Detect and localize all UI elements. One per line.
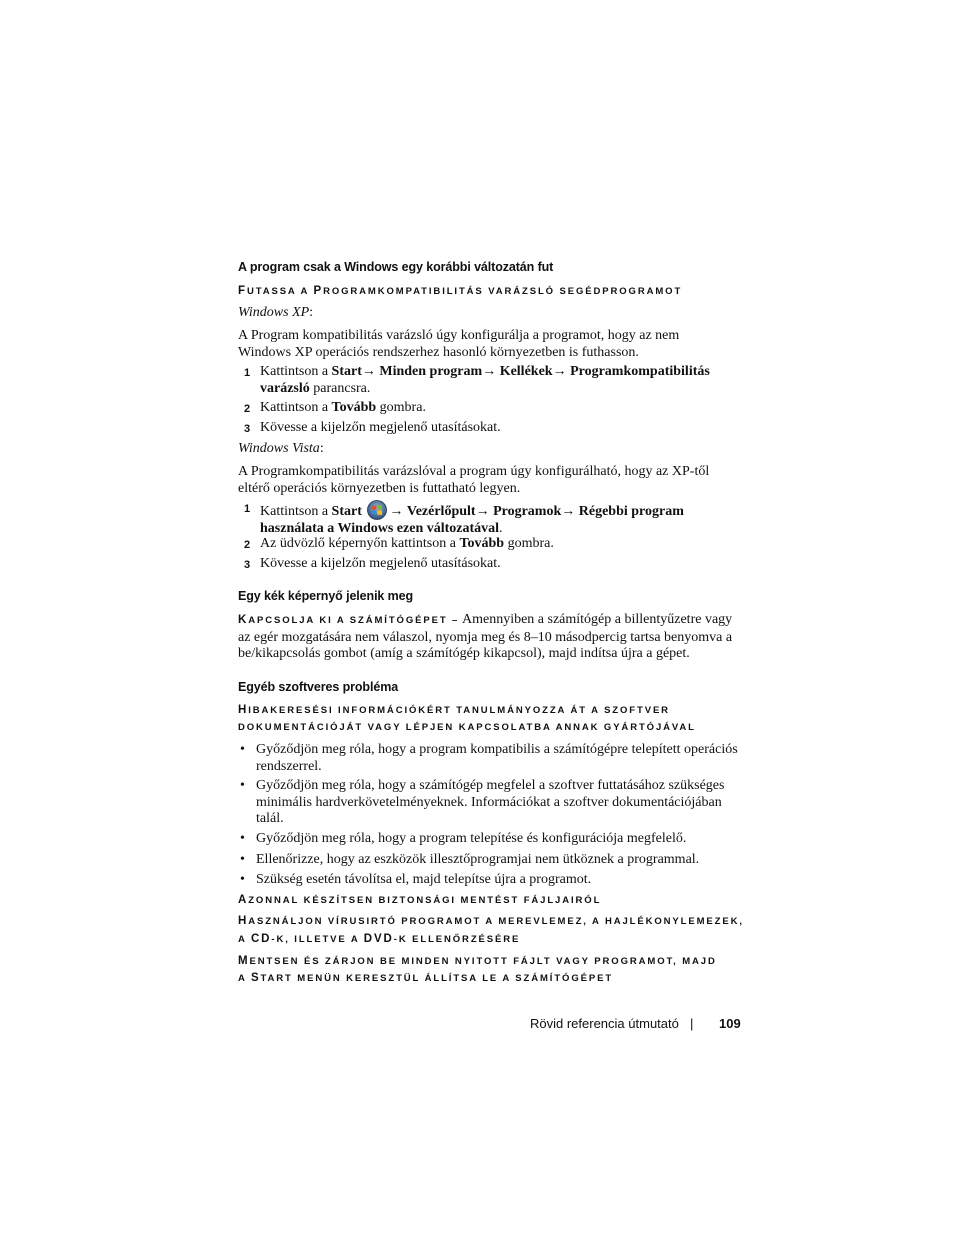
blue-screen-paragraph: KAPCSOLJA KI A SZÁMÍTÓGÉPET – Amennyiben a számítógép a billentyűzetre vagy az egér mozgatására nem válaszol, nyomja meg és 8–10 másodpercig tartsa benyomva a be/kikapcsolás gombot (amíg a számítógép kikapcsol), majd indítsa újra a gépet. (238, 612, 733, 661)
xp-step-2: 2 Kattintson a Tovább gombra. (244, 400, 426, 415)
footer-title: Rövid referencia útmutató (530, 1016, 679, 1031)
subheading-check-documentation-line1: HIBAKERESÉSI INFORMÁCIÓKÉRT TANULMÁNYOZZA ÁT A SZOFTVER (238, 704, 670, 716)
xp-intro-paragraph: A Program kompatibilitás varázsló úgy konfigurálja a programot, hogy az nem Windows XP operációs rendszerhez hasonló környezetben is futhasson. (238, 328, 680, 360)
windows-start-orb-icon (366, 500, 388, 520)
windows-vista-label: Windows Vista: (238, 441, 324, 456)
vista-step-1: 1 Kattintson a Start → Vezérlőpult→ Programok→ Régebbi program használata a Windows ezen változatával. (244, 500, 740, 537)
xp-step-3: 3 Kövesse a kijelzőn megjelenő utasításokat. (244, 420, 501, 435)
footer-separator: | (690, 1016, 694, 1031)
vista-step-2: 2 Az üdvözlő képernyőn kattintson a Tovább gombra. (244, 536, 554, 551)
subheading-antivirus-line2: A CD-K, ILLETVE A DVD-K ELLENŐRZÉSÉRE (238, 933, 521, 945)
windows-xp-label: Windows XP: (238, 305, 314, 320)
list-item: • Győződjön meg róla, hogy a számítógép megfelel a szoftver futtatásához szükséges minimális hardverkövetelményeknek. Információkat a szoftver dokumentációjában talál. (240, 778, 725, 826)
section-heading-older-windows: A program csak a Windows egy korábbi változatán fut (238, 260, 554, 274)
section-heading-other-software: Egyéb szoftveres probléma (238, 680, 399, 694)
xp-step-1: 1 Kattintson a Start→ Minden program→ Kellékek→ Programkompatibilitás varázsló parancsra. (244, 364, 710, 396)
list-item: • Győződjön meg róla, hogy a program telepítése és konfigurációja megfelelő. (240, 831, 687, 846)
vista-intro-paragraph: A Programkompatibilitás varázslóval a program úgy konfigurálható, hogy az XP-től eltérő operációs környezetben is futtatható legyen. (238, 464, 710, 496)
subheading-antivirus-line1: HASZNÁLJON VÍRUSIRTÓ PROGRAMOT A MEREVLEMEZ, A HAJLÉKONYLEMEZEK, (238, 915, 744, 927)
list-item: • Ellenőrizze, hogy az eszközök illesztőprogramjai nem ütköznek a programmal. (240, 852, 700, 867)
list-item: • Győződjön meg róla, hogy a program kompatibilis a számítógépre telepített operációs rendszerrel. (240, 742, 738, 774)
vista-step-3: 3 Kövesse a kijelzőn megjelenő utasításokat. (244, 556, 501, 571)
list-item: • Szükség esetén távolítsa el, majd telepítse újra a programot. (240, 872, 592, 887)
section-heading-blue-screen: Egy kék képernyő jelenik meg (238, 589, 414, 603)
subheading-save-close-line1: MENTSEN ÉS ZÁRJON BE MINDEN NYITOTT FÁJLT VAGY PROGRAMOT, MAJD (238, 955, 717, 967)
subheading-save-close-line2: A START MENÜN KERESZTÜL ÁLLÍTSA LE A SZÁMÍTÓGÉPET (238, 972, 614, 984)
subheading-check-documentation-line2: DOKUMENTÁCIÓJÁT VAGY LÉPJEN KAPCSOLATBA ANNAK GYÁRTÓJÁVAL (238, 722, 696, 733)
subheading-compat-wizard: FUTASSA A PROGRAMKOMPATIBILITÁS VARÁZSLÓ SEGÉDPROGRAMOT (238, 285, 683, 297)
subheading-backup-files: AZONNAL KÉSZÍTSEN BIZTONSÁGI MENTÉST FÁJLJAIRÓL (238, 894, 602, 906)
page-number: 109 (719, 1016, 741, 1031)
